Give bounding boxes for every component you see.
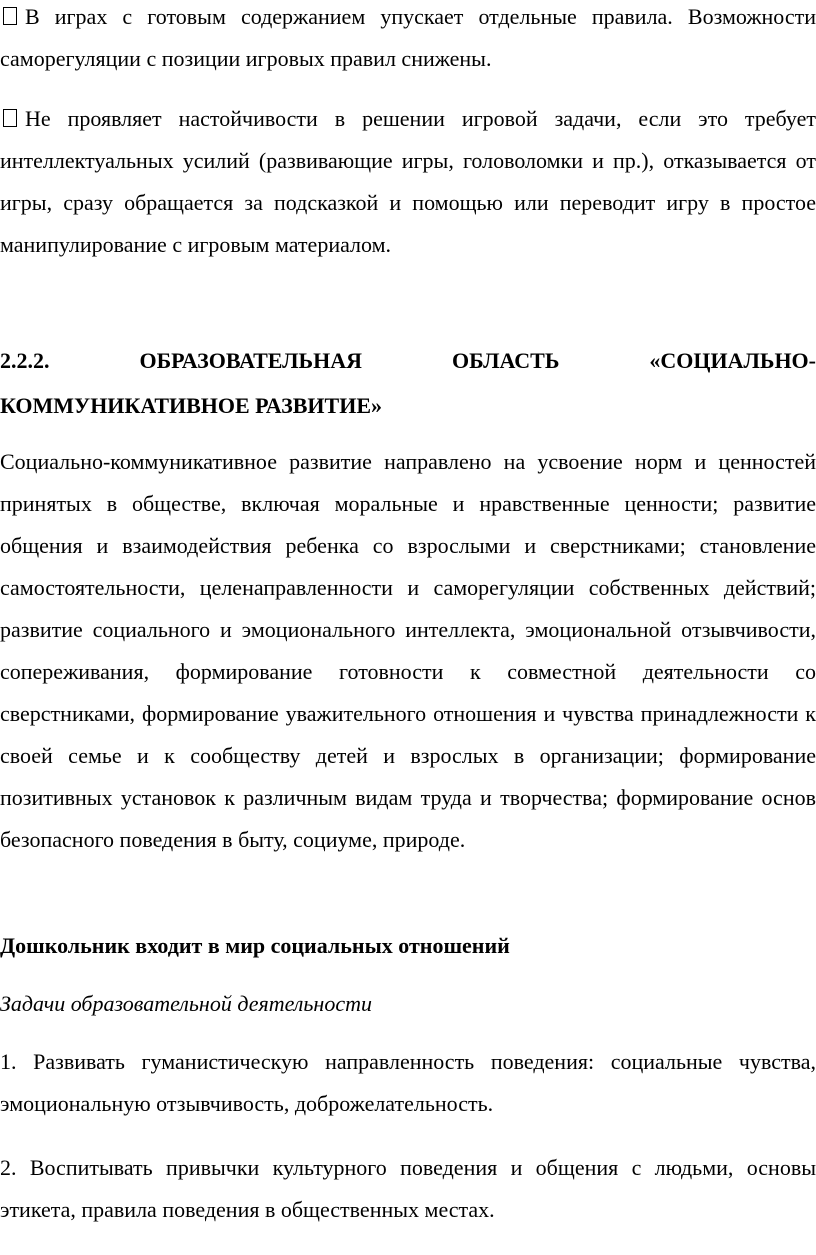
bullet-box-icon (3, 7, 17, 25)
section-number: 2.2.2. (0, 348, 50, 373)
task-item-1: 1. Развивать гуманистическую направленность поведения: социальные чувства, эмоциональную отзывчивость, доброжелательность. (0, 1049, 816, 1116)
tasks-title: Задачи образовательной деятельности (0, 991, 372, 1016)
bullet-box-icon (3, 109, 17, 127)
bullet-paragraph-1 (0, 0, 816, 80)
section-heading-line-1 (0, 340, 816, 382)
section-heading-word-1: ОБРАЗОВАТЕЛЬНАЯ (139, 348, 362, 373)
bullet-text-2: Не проявляет настойчивости в решении игровой задачи, если это требует интеллектуальных усилий (развивающие игры, головоломки и пр.), отказывается от игры, сразу обращается за подсказкой и помощью или переводит игру в простое манипулирование с игровым материалом. (0, 106, 816, 257)
bullet-paragraph-2 (0, 98, 816, 266)
subheading: Дошкольник входит в мир социальных отношений (0, 933, 510, 958)
bullet-text-1: В играх с готовым содержанием упускает отдельные правила. Возможности саморегуляции с позиции игровых правил снижены. (0, 4, 816, 71)
section-heading-word-3: «СОЦИАЛЬНО- (649, 348, 816, 373)
section-heading-word-2: ОБЛАСТЬ (451, 348, 560, 373)
intro-paragraph: Социально-коммуникативное развитие направлено на усвоение норм и ценностей принятых в обществе, включая моральные и нравственные ценности; развитие общения и взаимодействия ребенка со взрослыми и сверстниками; становление самостоятельности, целенаправленности и саморегуляции собственных действий; развитие социального и эмоционального интеллекта, эмоциональной отзывчивости, сопереживания, формирование готовности к совместной деятельности со сверстниками, формирование уважительного отношения и чувства принадлежности к своей семье и к сообществу детей и взрослых в организации; формирование позитивных установок к различным видам труда и творчества; формирование основ безопасного поведения в быту, социуме, природе. (0, 449, 816, 852)
task-item-2: 2. Воспитывать привычки культурного поведения и общения с людьми, основы этикета, правила поведения в общественных местах. (0, 1155, 816, 1222)
section-heading-line-2: КОММУНИКАТИВНОЕ РАЗВИТИЕ» (0, 393, 383, 418)
